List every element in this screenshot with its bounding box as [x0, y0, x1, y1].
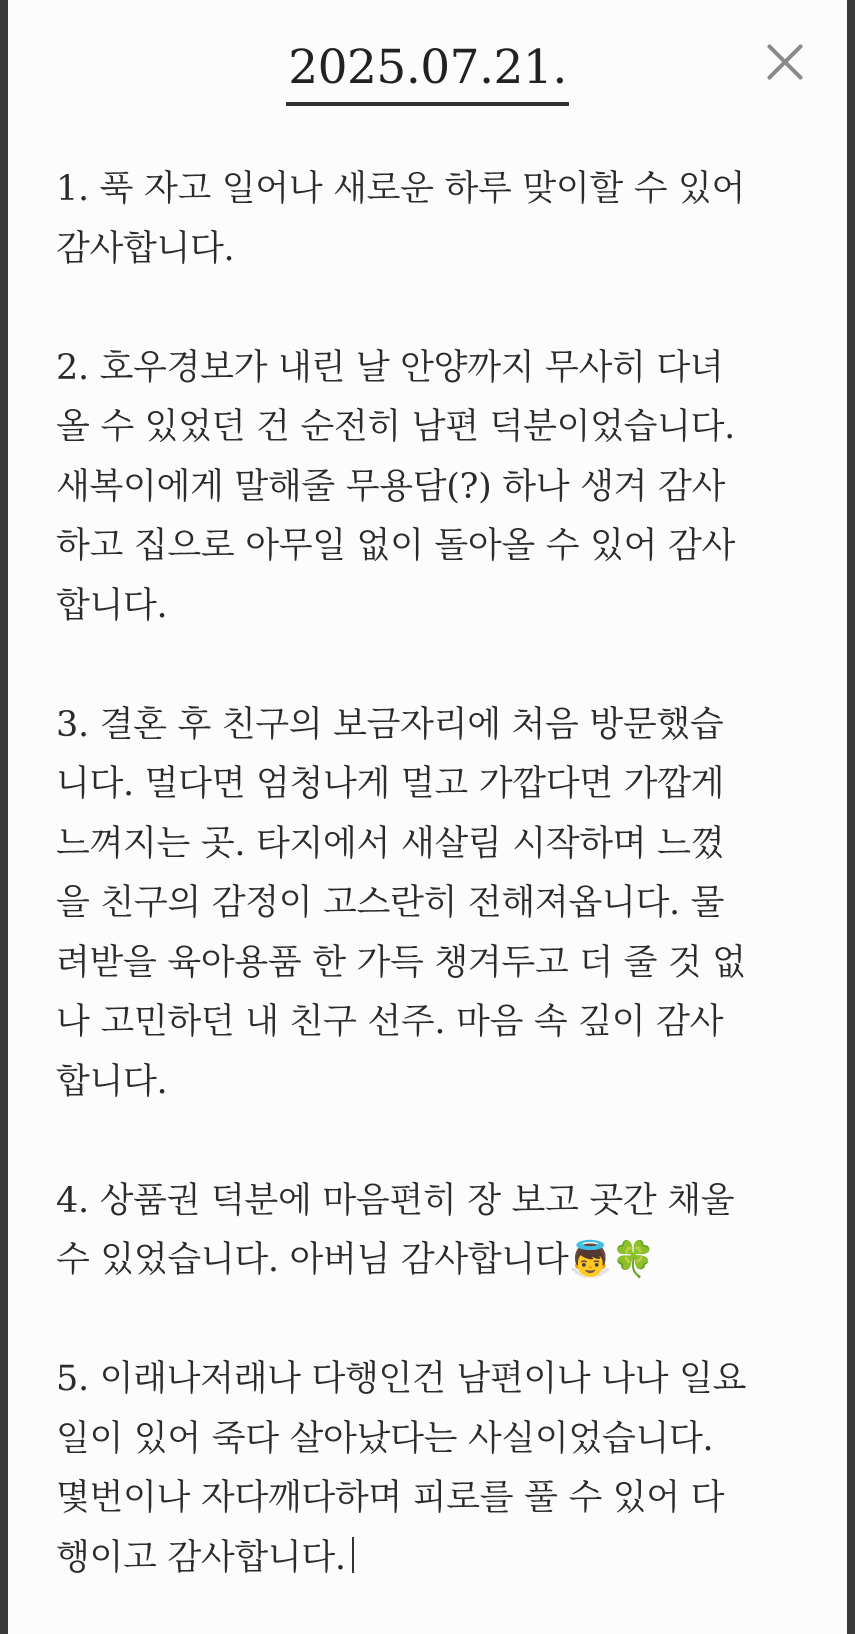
entry-line: 몇번이나 자다깨다하며 피로를 풀 수 있어 다: [56, 1478, 725, 1518]
entry-4: [56, 1172, 807, 1291]
entry-line: 합니다.: [56, 1061, 168, 1102]
entry-line: 1. 푹 자고 일어나 새로운 하루 맞이할 수 있어: [56, 169, 746, 209]
entry-line: 을 친구의 감정이 고스란히 전해져옵니다. 물: [56, 883, 725, 923]
entry-line: 새복이에게 말해줄 무용담(?) 하나 생겨 감사: [56, 466, 725, 507]
entry-line: 감사합니다.: [56, 228, 235, 269]
entry-2: [56, 339, 807, 637]
entry-line-last: [56, 1529, 807, 1589]
header: [8, 0, 847, 125]
entry-line: 려받을 육아용품 한 가득 챙겨두고 더 줄 것 없: [56, 942, 746, 983]
entry-line: 나 고민하던 내 친구 선주. 마음 속 깊이 감사: [56, 1002, 724, 1042]
entry-5: [56, 1350, 807, 1588]
entry-line: 올 수 있었던 건 순전히 남편 덕분이었습니다.: [56, 407, 735, 447]
page-title: [8, 40, 847, 106]
entry-line: 2. 호우경보가 내린 날 안양까지 무사히 다녀: [56, 347, 724, 388]
entry-line: 하고 집으로 아무일 없이 돌아올 수 있어 감사: [56, 526, 735, 566]
text-cursor: [352, 1537, 354, 1573]
entry-line: 일이 있어 죽다 살아났다는 사실이었습니다.: [56, 1418, 714, 1459]
entry-line: 니다. 멀다면 엄청나게 멀고 가깝다면 가깝게: [56, 764, 725, 804]
entry-line: 합니다.: [56, 585, 168, 626]
entry-1: [56, 160, 807, 279]
entry-line: 수 있었습니다. 아버님 감사합니다👼🍀: [56, 1240, 656, 1280]
entry-line: 느껴지는 곳. 타지에서 새살림 시작하며 느꼈: [56, 823, 725, 864]
entry-3: [56, 696, 807, 1113]
diary-page: [8, 0, 847, 1634]
date-label: 2025.07.21.: [286, 40, 569, 106]
close-icon[interactable]: [763, 40, 807, 84]
entry-line: 5. 이래나저래나 다행인건 남편이나 나나 일요: [56, 1359, 747, 1399]
entry-line: 3. 결혼 후 친구의 보금자리에 처음 방문했습: [56, 704, 724, 745]
entry-text-area[interactable]: [8, 125, 847, 1588]
entry-line: 4. 상품권 덕분에 마음편히 장 보고 곳간 채울: [56, 1180, 735, 1221]
entry-line-text: 행이고 감사합니다.: [56, 1537, 346, 1578]
